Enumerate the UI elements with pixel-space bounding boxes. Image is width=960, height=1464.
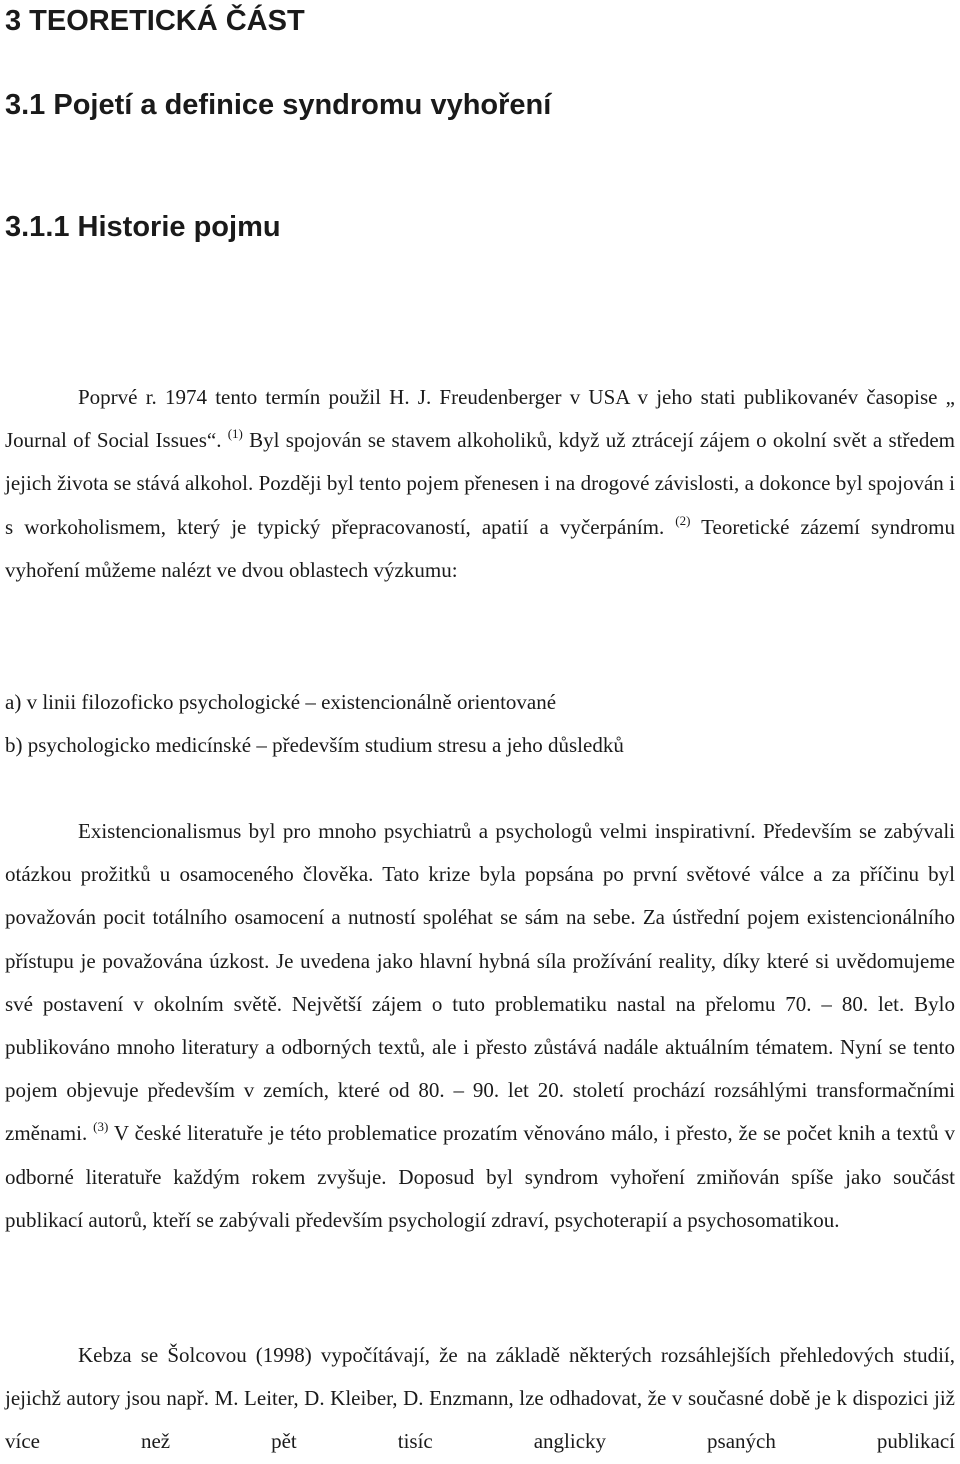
paragraph-text: V české literatuře je této problematice prozatím věnováno málo, i přesto, že se počet knih a textů v odborné literatuře každým rokem zvyšuje. Doposud byl syndrom vyhoření zmiňován spíše jako součást publikací autorů, kteří se zabývali především psychologií zdraví, psychoterapií a psychosomatikou. xyxy=(5,1121,955,1232)
paragraph-text: Byl spojován se stavem alkoholiků, když už ztrácejí zájem o okolní svět a středem jejich života se stává alkohol. Později byl tento pojem přenesen i na drogové závislosti, a dokonce byl spojován i s workoholismem, který je typický přepracovaností, apatií a vyčerpáním. xyxy=(5,428,955,539)
reference-marker: (3) xyxy=(93,1119,109,1135)
reference-marker: (1) xyxy=(227,426,243,442)
list-item: b) psychologicko medicínské – především studium stresu a jeho důsledků xyxy=(5,733,624,757)
list-item: a) v linii filozoficko psychologické – existencionálně orientované xyxy=(5,690,557,714)
paragraph-text: Teoretické zázemí syndromu vyhoření můžeme nalézt ve dvou oblastech výzkumu: xyxy=(5,514,955,582)
paragraph-kebza: Kebza se Šolcovou (1998) vypočítávají, že na základě některých rozsáhlejších přehledových studií, jejichž autory jsou např. M. Leiter, D. Kleiber, D. Enzmann, lze odhadovat, že v současné době je k dispozici již více než pět tisíc anglicky psaných publikací xyxy=(5,1343,955,1454)
paragraph-text: Existencionalismus byl pro mnoho psychiatrů a psychologů velmi inspirativní. Především se zabývali otázkou prožitků u osamoceného člověka. Tato krize byla popsána po první světové válce a za příčinu byl považován pocit totálního osamocení a nutností spoléhat se sám na sebe. Za ústřední pojem existencionálního přístupu je považována úzkost. Je uvedena jako hlavní hybná síla prožívání reality, díky které si uvědomujeme své postavení v okolním světě. Největší zájem o tuto problematiku nastal na přelomu 70. – 80. let. Bylo publikováno mnoho literatury a odborných textů, ale i přesto zůstává nadále aktuálním tématem. Nyní se tento pojem objevuje především v zemích, které od 80. – 90. let 20. století prochází rozsáhlými transformačními změnami. xyxy=(5,819,955,1146)
paragraph-history xyxy=(5,376,955,592)
subsection-heading: 3.1.1 Historie pojmu xyxy=(5,211,281,243)
chapter-heading: 3 TEORETICKÁ ČÁST xyxy=(5,5,305,37)
paragraph-text: Poprvé r. 1974 tento termín použil H. J. Freudenberger v USA v jeho stati publikovanév časopise „ Journal of Social Issues“. xyxy=(5,385,955,453)
section-heading: 3.1 Pojetí a definice syndromu vyhoření xyxy=(5,89,552,121)
reference-marker: (2) xyxy=(675,512,691,528)
paragraph-existentialism xyxy=(5,810,955,1242)
